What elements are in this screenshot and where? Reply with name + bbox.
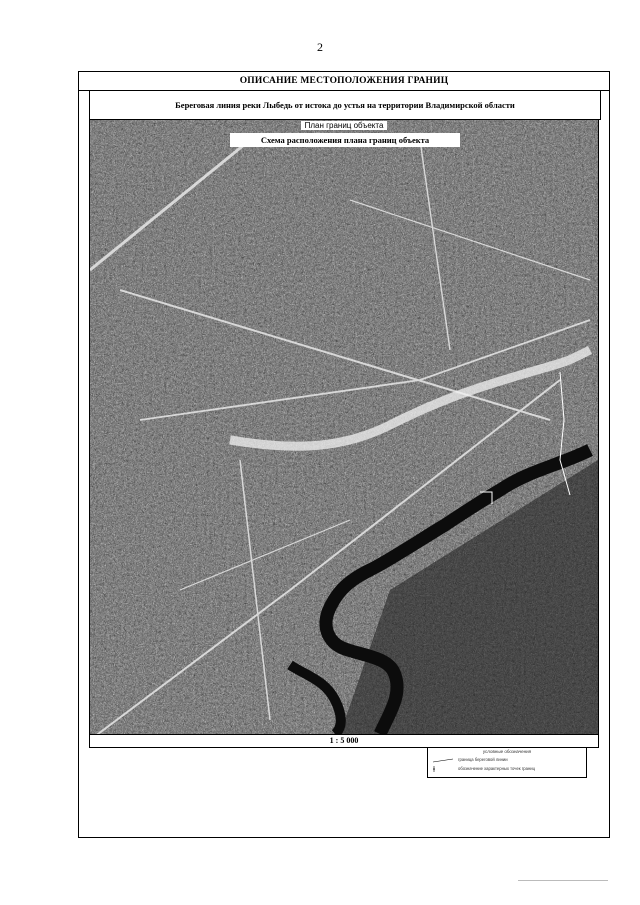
document-title: ОПИСАНИЕ МЕСТОПОЛОЖЕНИЯ ГРАНИЦ — [79, 72, 609, 91]
map-legend — [427, 748, 587, 778]
legend-item-points — [432, 765, 584, 773]
plan-label-text: План границ объекта — [301, 121, 388, 130]
boundary-description-frame — [78, 71, 610, 838]
satellite-map-image — [90, 120, 598, 734]
legend-title: условные обозначения — [482, 749, 532, 754]
footer-line — [518, 880, 608, 881]
plan-label — [90, 121, 598, 130]
boundary-line-icon — [432, 756, 454, 764]
map-scale: 1 : 5 000 — [89, 735, 599, 748]
legend-item-label: граница береговой линии — [458, 757, 508, 762]
legend-item-label: обозначение характерных точек границ — [458, 766, 536, 771]
schema-label: Схема расположения плана границ объекта — [230, 133, 460, 147]
boundary-point-icon — [432, 765, 454, 773]
legend-item-boundary — [432, 756, 584, 764]
document-subtitle: Береговая линия реки Лыбедь от истока до устья на территории Владимирской области — [89, 91, 601, 120]
map-area — [89, 119, 599, 735]
page-number: 2 — [317, 40, 323, 54]
